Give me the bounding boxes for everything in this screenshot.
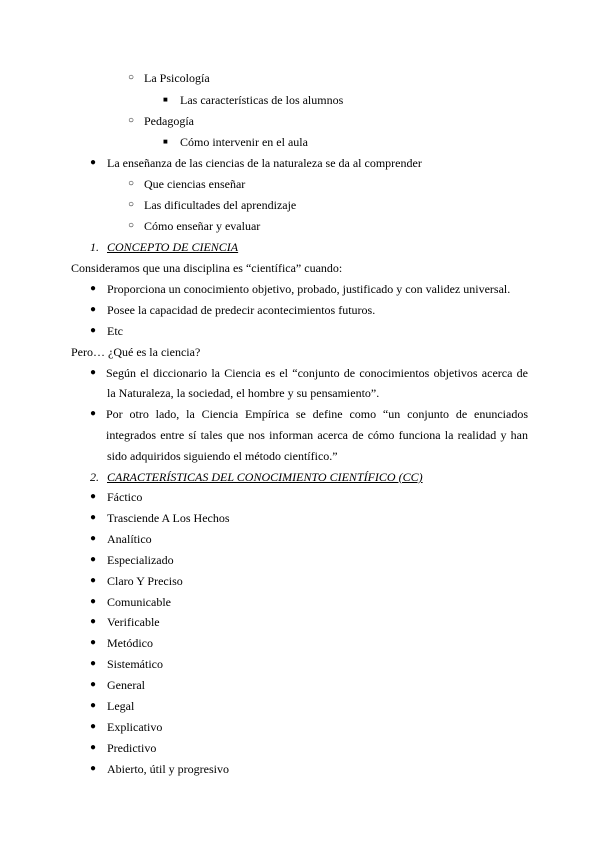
circle-bullet-icon: ○ [128, 220, 135, 231]
outline-dificultades: Las dificultades del aprendizaje [144, 198, 297, 212]
disc-bullet-icon: ● [90, 700, 97, 711]
section-2-number: 2. [90, 470, 99, 484]
disc-bullet-icon: ● [90, 575, 97, 586]
characteristic-item: Comunicable [107, 595, 171, 609]
characteristic-item: Legal [107, 699, 135, 713]
section-1-title: CONCEPTO DE CIENCIA [107, 240, 239, 254]
section-1-question: Pero… ¿Qué es la ciencia? [71, 345, 201, 359]
disc-bullet-icon: ● [90, 637, 97, 648]
disc-bullet-icon: ● [90, 679, 97, 690]
disc-bullet-icon: ● [90, 367, 97, 378]
disc-bullet-icon: ● [90, 283, 97, 294]
characteristic-item: Abierto, útil y progresivo [107, 762, 229, 776]
outline-como-intervenir: Cómo intervenir en el aula [180, 135, 308, 149]
section-1-number: 1. [90, 240, 99, 254]
disc-bullet-icon: ● [90, 596, 97, 607]
circle-bullet-icon: ○ [128, 72, 135, 83]
disc-bullet-icon: ● [90, 512, 97, 523]
characteristic-item: Explicativo [107, 720, 163, 734]
circle-bullet-icon: ○ [128, 115, 135, 126]
definition-2-line: Por otro lado, la Ciencia Empírica se define como “un conjunto de enunciados [106, 407, 528, 421]
characteristic-item: Predictivo [107, 741, 157, 755]
outline-pedagogia: Pedagogía [144, 114, 194, 128]
characteristic-item: Claro Y Preciso [107, 574, 183, 588]
characteristic-item: Metódico [107, 636, 153, 650]
circle-bullet-icon: ○ [128, 199, 135, 210]
disc-bullet-icon: ● [90, 491, 97, 502]
square-bullet-icon: ■ [163, 95, 168, 104]
disc-bullet-icon: ● [90, 533, 97, 544]
disc-bullet-icon: ● [90, 157, 97, 168]
circle-bullet-icon: ○ [128, 178, 135, 189]
disc-bullet-icon: ● [90, 742, 97, 753]
section-1-intro: Consideramos que una disciplina es “científica” cuando: [71, 261, 343, 275]
disc-bullet-icon: ● [90, 616, 97, 627]
characteristic-item: Fáctico [107, 490, 143, 504]
disc-bullet-icon: ● [90, 325, 97, 336]
section-2-title: CARACTERÍSTICAS DEL CONOCIMIENTO CIENTÍFICO (CC) [107, 470, 423, 484]
definition-1-line: Según el diccionario la Ciencia es el “conjunto de conocimientos objetivos acerca de [106, 366, 528, 380]
section-1-item: Proporciona un conocimiento objetivo, probado, justificado y con validez universal. [107, 282, 511, 296]
disc-bullet-icon: ● [90, 763, 97, 774]
outline-psicologia: La Psicología [144, 71, 210, 85]
characteristic-item: Trasciende A Los Hechos [107, 511, 230, 525]
square-bullet-icon: ■ [163, 137, 168, 146]
section-1-item: Posee la capacidad de predecir acontecimientos futuros. [107, 303, 376, 317]
definition-1-line: la Naturaleza, la sociedad, el hombre y su pensamiento”. [107, 386, 380, 400]
outline-caracteristicas-alumnos: Las características de los alumnos [180, 93, 344, 107]
outline-como-ensenar: Cómo enseñar y evaluar [144, 219, 261, 233]
definition-2-line: integrados entre sí tales que nos informan acerca de cómo funciona la realidad y han [106, 428, 528, 442]
section-1-item: Etc [107, 324, 123, 338]
characteristic-item: Verificable [107, 615, 160, 629]
characteristic-item: Analítico [107, 532, 152, 546]
disc-bullet-icon: ● [90, 554, 97, 565]
disc-bullet-icon: ● [90, 408, 97, 419]
outline-que-ciencias: Que ciencias enseñar [144, 177, 246, 191]
characteristic-item: Especializado [107, 553, 174, 567]
characteristic-item: General [107, 678, 145, 692]
definition-2-line: sido adquiridos siguiendo el método científico.” [107, 449, 338, 463]
disc-bullet-icon: ● [90, 721, 97, 732]
characteristic-item: Sistemático [107, 657, 163, 671]
disc-bullet-icon: ● [90, 304, 97, 315]
disc-bullet-icon: ● [90, 658, 97, 669]
outline-ensenanza: La enseñanza de las ciencias de la naturaleza se da al comprender [107, 156, 422, 170]
